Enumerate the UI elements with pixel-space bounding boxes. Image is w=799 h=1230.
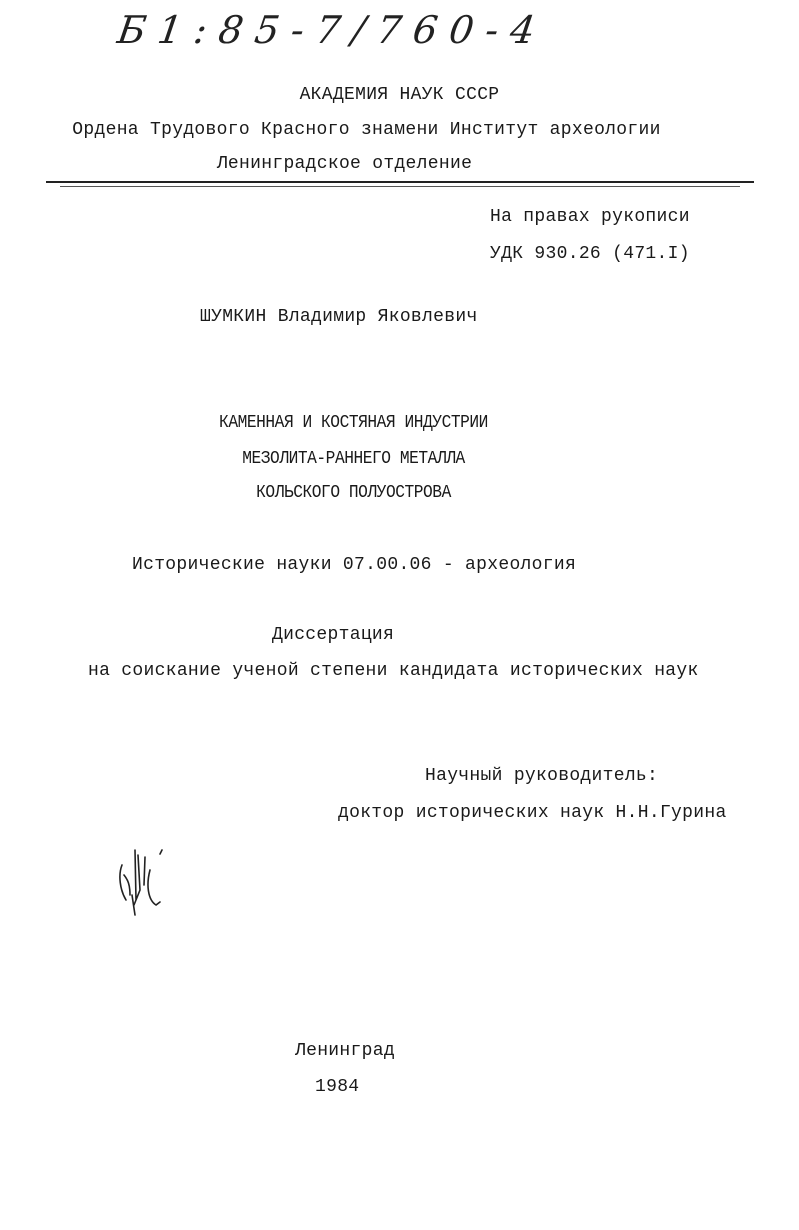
city: Ленинград [295, 1041, 395, 1061]
dissertation-type: Диссертация [272, 625, 395, 645]
title-line-3: КОЛЬСКОГО ПОЛУОСТРОВА [256, 483, 451, 503]
degree-sought: на соискание ученой степени кандидата исторических наук [88, 661, 699, 681]
specialty: Исторические науки 07.00.06 - археология [132, 555, 577, 575]
academy-name: АКАДЕМИЯ НАУК СССР [299, 85, 500, 105]
title-line-1: КАМЕННАЯ И КОСТЯНАЯ ИНДУСТРИИ [219, 413, 488, 433]
supervisor-label: Научный руководитель: [425, 766, 659, 786]
department-name: Ленинградское отделение [216, 154, 473, 174]
author-name: ШУМКИН Владимир Яковлевич [200, 307, 478, 327]
header-divider [46, 181, 754, 183]
header-divider-thin [60, 186, 740, 187]
handwritten-signature [110, 845, 180, 925]
handwritten-archive-number: Б1:85-7/760-4 [114, 8, 550, 52]
udc-code: УДК 930.26 (471.I) [490, 244, 690, 264]
year: 1984 [315, 1077, 360, 1097]
title-line-2: МЕЗОЛИТА-РАННЕГО МЕТАЛЛА [242, 449, 465, 469]
supervisor-name: доктор исторических наук Н.Н.Гурина [338, 803, 727, 823]
manuscript-rights: На правах рукописи [490, 207, 690, 227]
institute-name: Ордена Трудового Красного знамени Институт археологии [72, 120, 661, 140]
